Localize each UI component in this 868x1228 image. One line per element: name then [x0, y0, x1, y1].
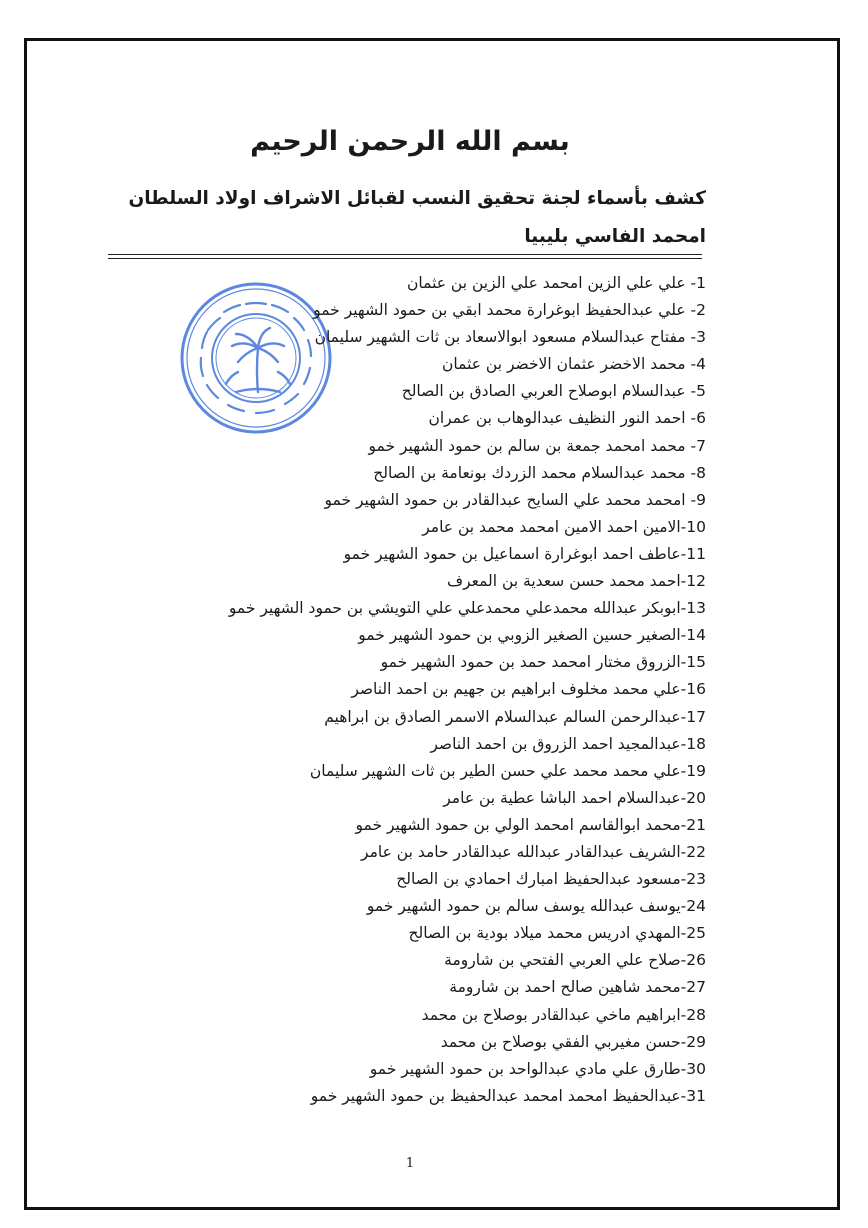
list-item: 2- علي عبدالحفيظ ابوغرارة محمد ابقي بن حمود الشهير خمو — [313, 301, 706, 320]
list-item: 22-الشريف عبدالقادر عبدالله عبدالقادر حامد بن عامر — [361, 842, 706, 861]
list-item: 25-المهدي ادريس محمد ميلاد بودية بن الصالح — [408, 924, 706, 943]
list-item: 28-ابراهيم ماخي عبدالقادر بوصلاح بن محمد — [421, 1005, 706, 1024]
list-item: 4- محمد الاخضر عثمان الاخضر بن عثمان — [442, 355, 706, 374]
list-item: 7- محمد امحمد جمعة بن سالم بن حمود الشهير خمو — [368, 436, 706, 455]
list-item: 21-محمد ابوالقاسم امحمد الولي بن حمود الشهير خمو — [355, 815, 706, 834]
divider-line — [108, 254, 702, 255]
page-number: 1 — [405, 1156, 415, 1171]
list-item: 9- امحمد محمد علي السايح عبدالقادر بن حمود الشهير خمو — [324, 490, 706, 509]
list-item: 30-طارق علي مادي عبدالواحد بن حمود الشهير خمو — [369, 1059, 706, 1078]
list-item: 27-محمد شاهين صالح احمد بن شارومة — [449, 978, 706, 997]
divider-line — [108, 258, 702, 259]
list-item: 13-ابوبكر عبدالله محمدعلي محمدعلي علي التويشي بن حمود الشهير خمو — [228, 599, 706, 618]
list-item: 20-عبدالسلام احمد الباشا عطية بن عامر — [443, 788, 706, 807]
page-title: بسم الله الرحمن الرحيم — [250, 126, 570, 157]
list-item: 31-عبدالحفيظ امحمد امحمد عبدالحفيظ بن حمود الشهير خمو — [310, 1086, 706, 1105]
list-item: 10-الامين احمد الامين امحمد محمد بن عامر — [422, 517, 706, 536]
list-item: 17-عبدالرحمن السالم عبدالسلام الاسمر الصادق بن ابراهيم — [324, 707, 706, 726]
list-item: 15-الزروق مختار امحمد حمد بن حمود الشهير خمو — [380, 653, 706, 672]
list-item: 18-عبدالمجيد احمد الزروق بن احمد الناصر — [430, 734, 706, 753]
list-item: 1- علي علي الزين امحمد علي الزين بن عثمان — [407, 274, 706, 292]
list-item: 6- احمد النور النظيف عبدالوهاب بن عمران — [428, 409, 706, 428]
list-item: 8- محمد عبدالسلام محمد الزردك بونعامة بن الصالح — [373, 463, 706, 482]
list-item: 16-علي محمد مخلوف ابراهيم بن جهيم بن احمد الناصر — [351, 680, 706, 699]
list-item: 3- مفتاح عبدالسلام مسعود ابوالاسعاد بن ثات الشهير سليمان — [314, 328, 706, 347]
list-item: 24-يوسف عبدالله يوسف سالم بن حمود الشهير خمو — [366, 897, 706, 916]
list-item: 5- عبدالسلام ابوصلاح العربي الصادق بن الصالح — [401, 382, 706, 401]
list-item: 14-الصغير حسين الصغير الزوبي بن حمود الشهير خمو — [358, 626, 706, 645]
list-item: 11-عاطف احمد ابوغرارة اسماعيل بن حمود الشهير خمو — [343, 544, 706, 563]
list-item: 29-حسن مغيربي الفقي بوصلاح بن محمد — [440, 1032, 706, 1051]
names-list — [140, 270, 706, 1110]
list-item: 19-علي محمد محمد علي حسن الطير بن ثات الشهير سليمان — [309, 761, 706, 780]
list-item: 12-احمد محمد حسن سعدية بن المعرف — [447, 572, 706, 591]
list-item: 23-مسعود عبدالحفيظ امبارك احمادي بن الصالح — [396, 870, 706, 889]
list-item: 26-صلاح علي العربي الفتحي بن شارومة — [444, 951, 706, 970]
document-subtitle: كشف بأسماء لجنة تحقيق النسب لقبائل الاشراف اولاد السلطان امحمد الفاسي بليبيا — [128, 188, 706, 247]
